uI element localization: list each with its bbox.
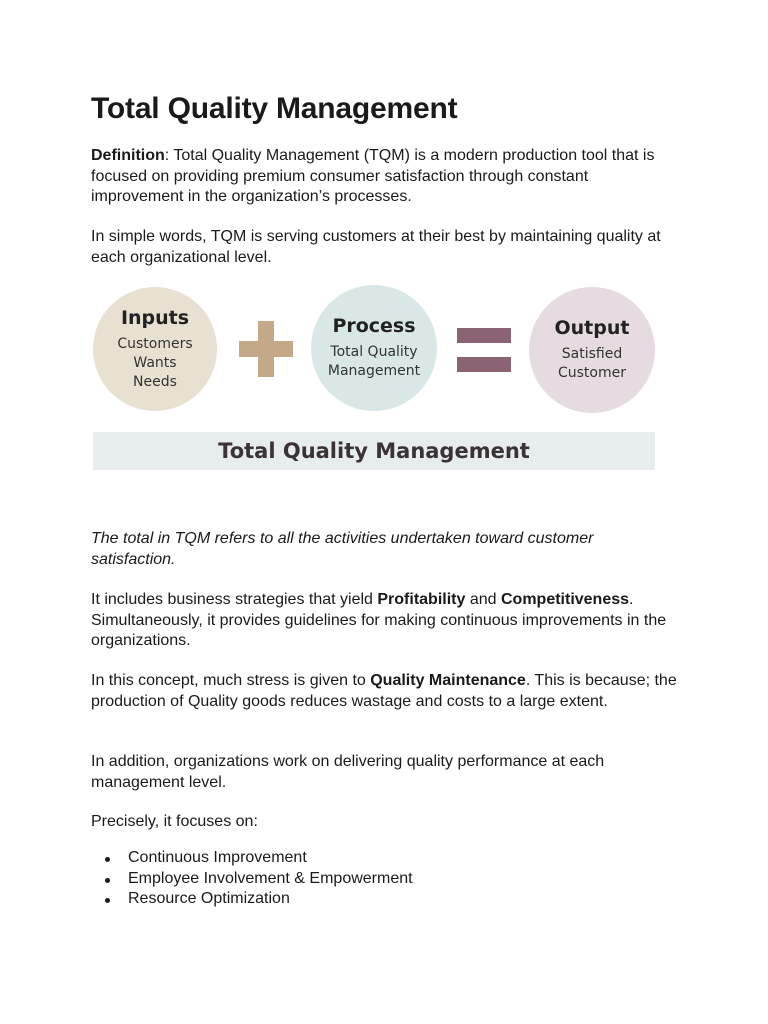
inputs-title: Inputs [120, 306, 190, 329]
definition-text: : Total Quality Management (TQM) is a modern production tool that is focused on providing premium consumer satisfaction through constant improvement in the organization’s processes. [91, 147, 655, 205]
profitability-term: Profitability [377, 591, 466, 608]
precisely-paragraph: Precisely, it focuses on: [91, 813, 258, 830]
equals-icon [457, 328, 511, 372]
competitiveness-term: Competitiveness [500, 591, 630, 608]
stress-paragraph [91, 671, 681, 712]
stress-post: . This is because; the production of Quality goods reduces wastage and costs to a large extent. [91, 672, 677, 710]
strategies-post: . Simultaneously, it provides guidelines for making continuous improvements in the organizations. [91, 591, 667, 649]
page-title: Total Quality Management [91, 92, 458, 125]
list-item: Resource Optimization [91, 889, 413, 910]
focus-list [91, 848, 413, 910]
italic-note: The total in TQM refers to all the activities undertaken toward customer satisfaction. [91, 530, 594, 568]
list-item: Continuous Improvement [91, 848, 413, 869]
tqm-diagram [91, 284, 655, 472]
inputs-line: Customers [117, 335, 193, 352]
output-title: Output [554, 317, 630, 339]
definition-paragraph [91, 146, 681, 208]
output-line: Customer [557, 365, 626, 381]
diagram-banner: Total Quality Management [93, 432, 655, 470]
process-line: Total Quality [330, 344, 418, 360]
inputs-circle [93, 287, 217, 411]
strategies-mid: and [465, 591, 501, 608]
inputs-line: Wants [133, 354, 177, 371]
list-item: Employee Involvement & Empowerment [91, 869, 413, 890]
inputs-line: Needs [133, 373, 177, 390]
quality-maintenance-term: Quality Maintenance [370, 672, 526, 689]
process-line: Management [327, 363, 421, 379]
output-circle [529, 287, 655, 413]
strategies-paragraph [91, 590, 681, 652]
process-circle [311, 285, 437, 411]
definition-label: Definition [91, 147, 165, 164]
strategies-pre: It includes business strategies that yield [91, 591, 378, 608]
output-line: Satisfied [561, 346, 623, 362]
simple-words-paragraph: In simple words, TQM is serving customers at their best by maintaining quality at each organizational level. [91, 228, 661, 266]
addition-paragraph: In addition, organizations work on delivering quality performance at each management level. [91, 753, 605, 791]
process-title: Process [332, 315, 416, 337]
stress-pre: In this concept, much stress is given to [91, 672, 371, 689]
plus-icon [239, 321, 293, 377]
